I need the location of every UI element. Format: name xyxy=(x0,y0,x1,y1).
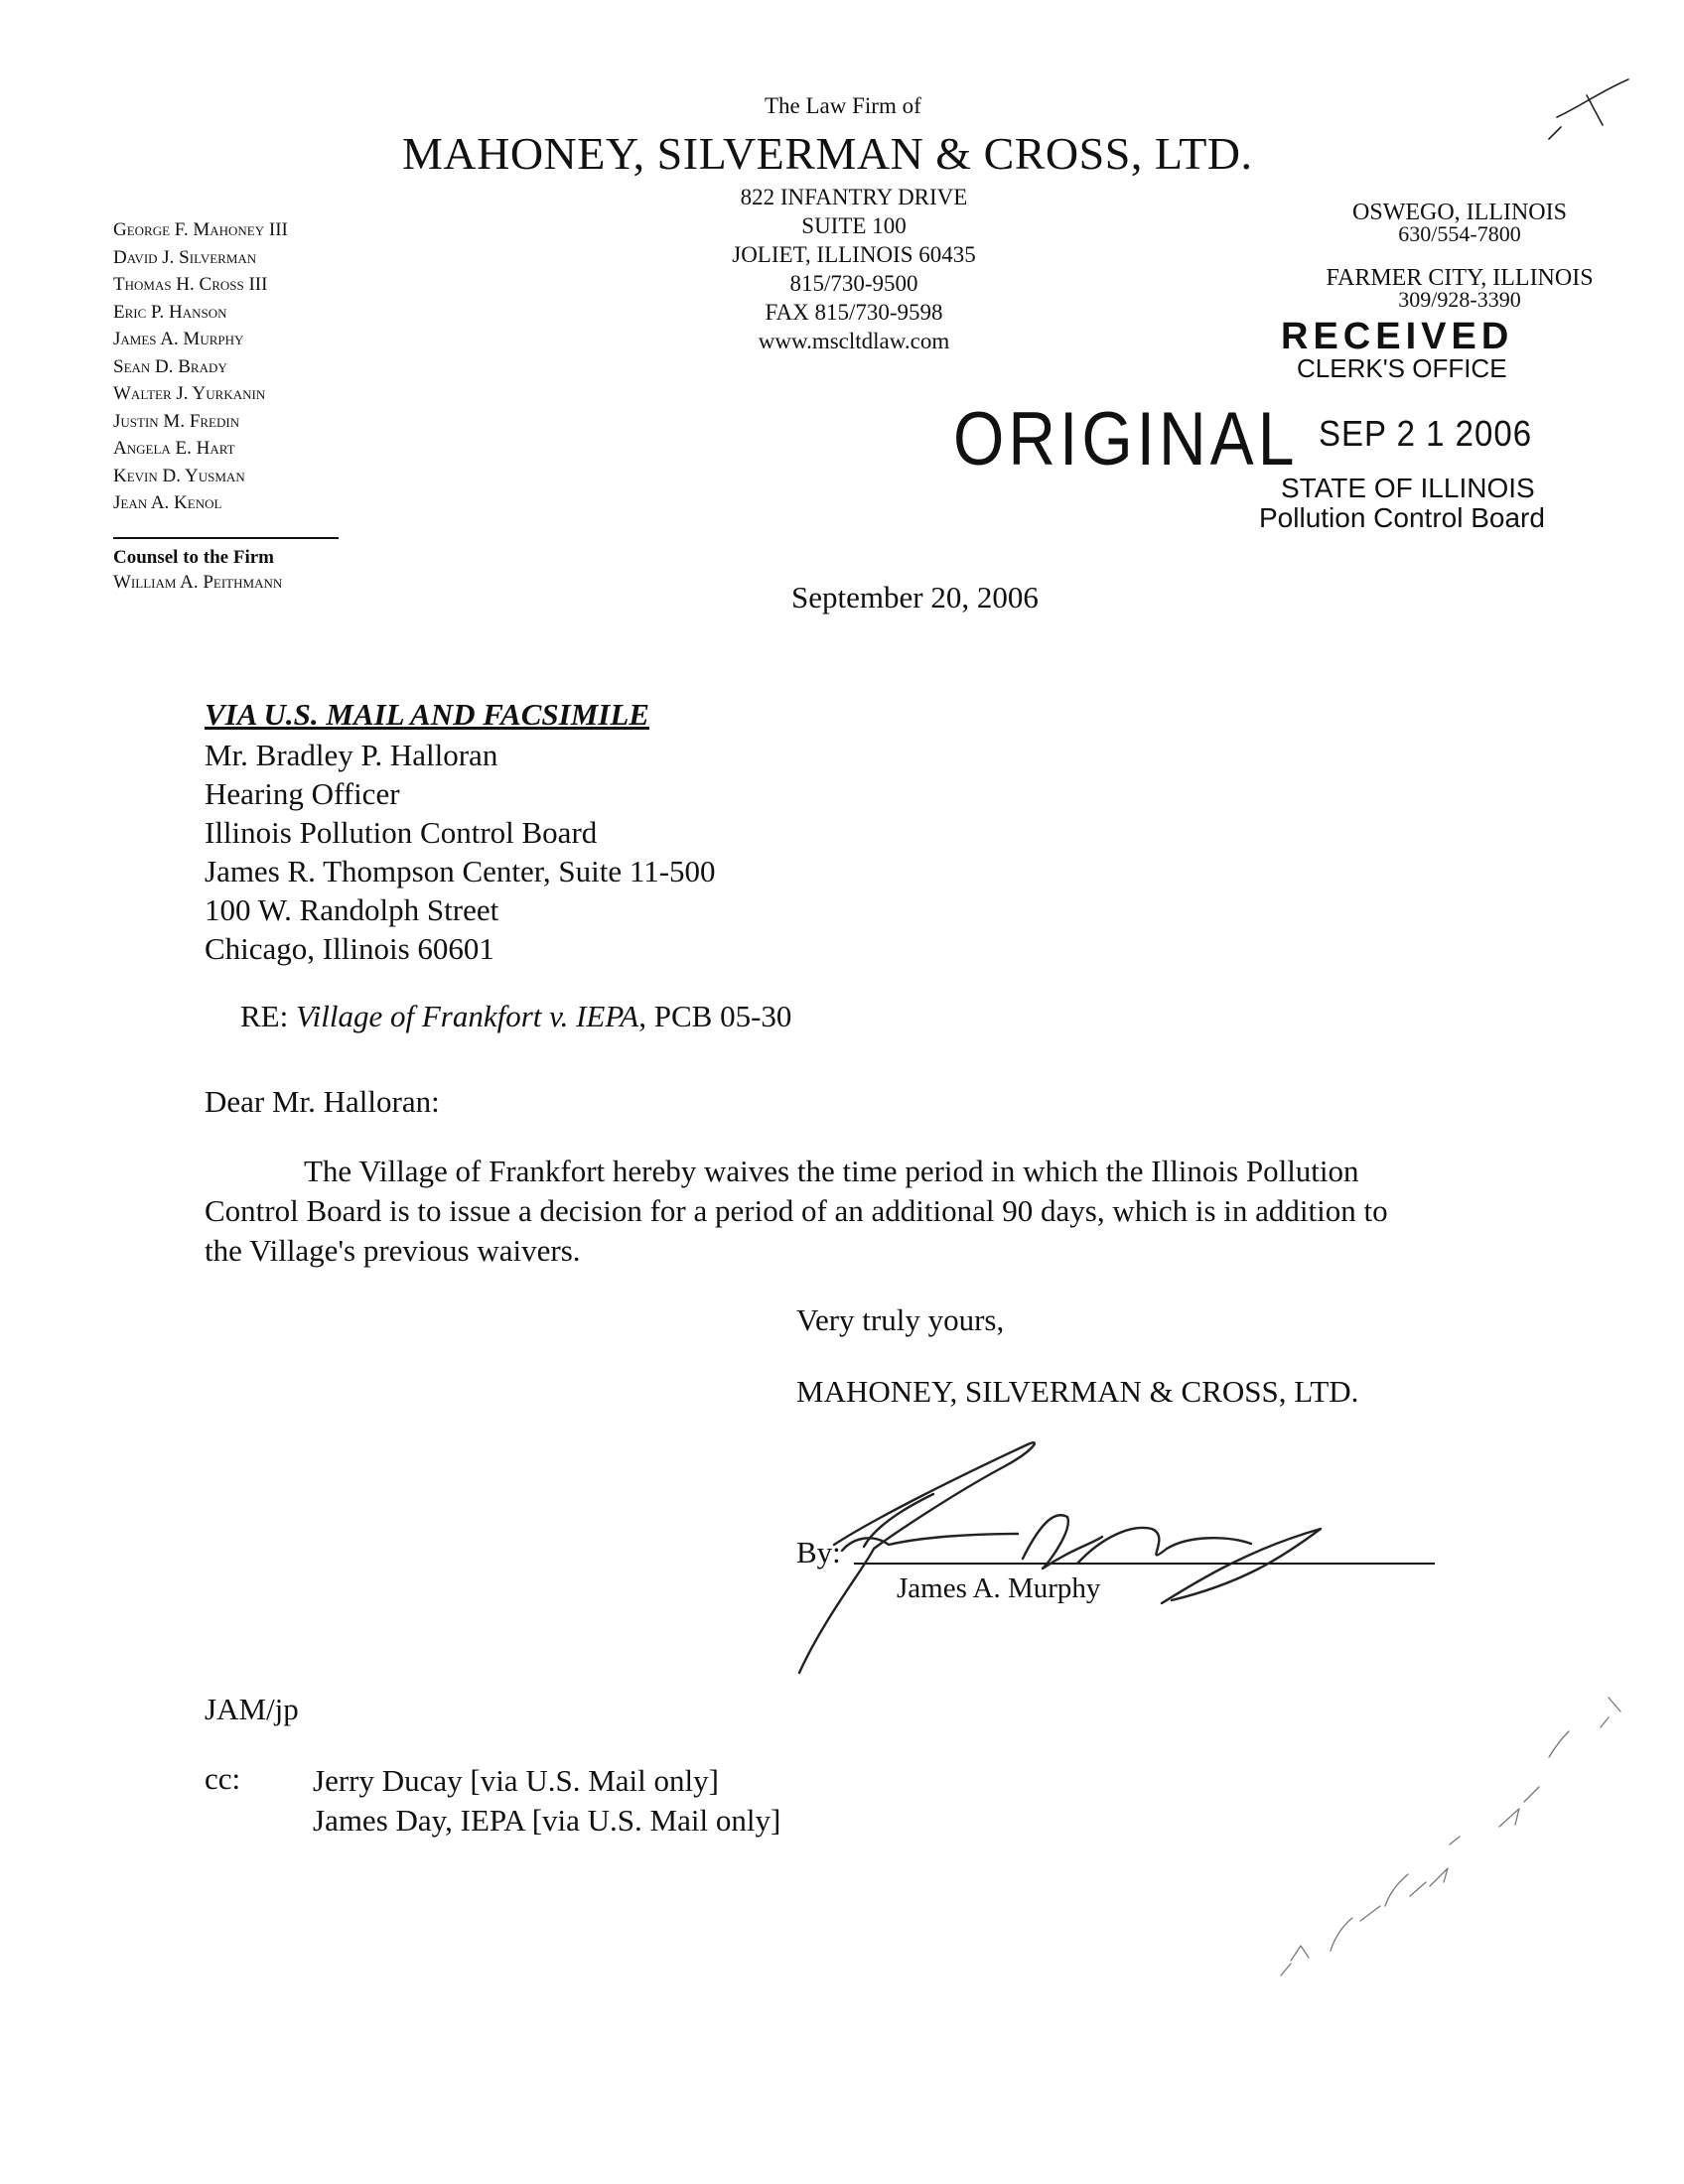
letter-date: September 20, 2006 xyxy=(791,580,1039,614)
re-label: RE: xyxy=(240,999,289,1033)
recipient-line: James R. Thompson Center, Suite 11-500 xyxy=(205,854,716,888)
case-name: Village of Frankfort v. IEPA xyxy=(295,999,639,1033)
recipient-line: Hearing Officer xyxy=(205,776,400,811)
firm-phone: 815/730-9500 xyxy=(789,271,918,296)
recipient-line: 100 W. Randolph Street xyxy=(205,892,499,927)
firm-name: MAHONEY, SILVERMAN & CROSS, LTD. xyxy=(402,128,1253,179)
attorney-name: Kevin D. Yusman xyxy=(113,465,245,486)
cc-recipient: James Day, IEPA [via U.S. Mail only] xyxy=(313,1803,781,1838)
attorney-name: Angela E. Hart xyxy=(113,438,235,459)
body-line: the Village's previous waivers. xyxy=(205,1233,581,1268)
signature xyxy=(799,1442,1321,1673)
recipient-line: Chicago, Illinois 60601 xyxy=(205,931,494,966)
salutation: Dear Mr. Halloran: xyxy=(205,1084,440,1119)
reference-initials: JAM/jp xyxy=(205,1692,299,1726)
counsel-label: Counsel to the Firm xyxy=(113,547,275,568)
firm-suite: SUITE 100 xyxy=(801,213,907,238)
attorney-name: Thomas H. Cross III xyxy=(113,274,268,295)
attorney-name: George F. Mahoney III xyxy=(113,219,288,240)
delivery-method: VIA U.S. MAIL AND FACSIMILE xyxy=(205,697,649,732)
firm-fax: FAX 815/730-9598 xyxy=(765,300,943,325)
attorney-name: Sean D. Brady xyxy=(113,355,227,377)
cc-label: cc: xyxy=(205,1761,241,1796)
office-phone: 630/554-7800 xyxy=(1398,221,1521,246)
clerks-office-stamp: CLERK'S OFFICE xyxy=(1297,353,1507,383)
margin-scribbles xyxy=(1281,1698,1620,1976)
office-phone: 309/928-3390 xyxy=(1398,287,1521,312)
recipient-line: Illinois Pollution Control Board xyxy=(205,815,598,850)
signer-name: James A. Murphy xyxy=(897,1572,1101,1604)
board-stamp: Pollution Control Board xyxy=(1259,502,1545,533)
firm-street: 822 INFANTRY DRIVE xyxy=(740,185,968,209)
case-number: , PCB 05-30 xyxy=(638,999,792,1033)
attorney-name: Walter J. Yurkanin xyxy=(113,383,266,404)
original-stamp: ORIGINAL xyxy=(953,396,1299,481)
firm-website: www.mscltdlaw.com xyxy=(758,329,950,353)
attorney-name: Eric P. Hanson xyxy=(113,301,227,323)
attorney-name: James A. Murphy xyxy=(113,329,244,349)
firm-intro: The Law Firm of xyxy=(765,93,921,118)
signature-firm: MAHONEY, SILVERMAN & CROSS, LTD. xyxy=(796,1374,1359,1409)
attorney-name: David J. Silverman xyxy=(113,246,257,268)
body-line: The Village of Frankfort hereby waives the time period in which the Illinois Pollution xyxy=(304,1154,1359,1188)
office-city: OSWEGO, ILLINOIS xyxy=(1352,200,1567,225)
office-city: FARMER CITY, ILLINOIS xyxy=(1326,265,1594,291)
recipient-line: Mr. Bradley P. Halloran xyxy=(205,738,498,772)
body-line: Control Board is to issue a decision for a period of an additional 90 days, which is in addition to xyxy=(205,1193,1388,1228)
corner-mark xyxy=(1549,79,1628,139)
closing: Very truly yours, xyxy=(796,1302,1005,1337)
attorney-name: Jean A. Kenol xyxy=(113,492,222,513)
state-stamp: STATE OF ILLINOIS xyxy=(1281,473,1535,503)
cc-recipient: Jerry Ducay [via U.S. Mail only] xyxy=(313,1763,719,1798)
received-stamp: RECEIVED xyxy=(1281,316,1514,357)
firm-city: JOLIET, ILLINOIS 60435 xyxy=(732,242,976,267)
received-date-stamp: SEP 2 1 2006 xyxy=(1319,413,1533,454)
counsel-name: William A. Peithmann xyxy=(113,572,283,593)
by-label: By: xyxy=(796,1535,841,1570)
attorney-name: Justin M. Fredin xyxy=(113,410,240,432)
